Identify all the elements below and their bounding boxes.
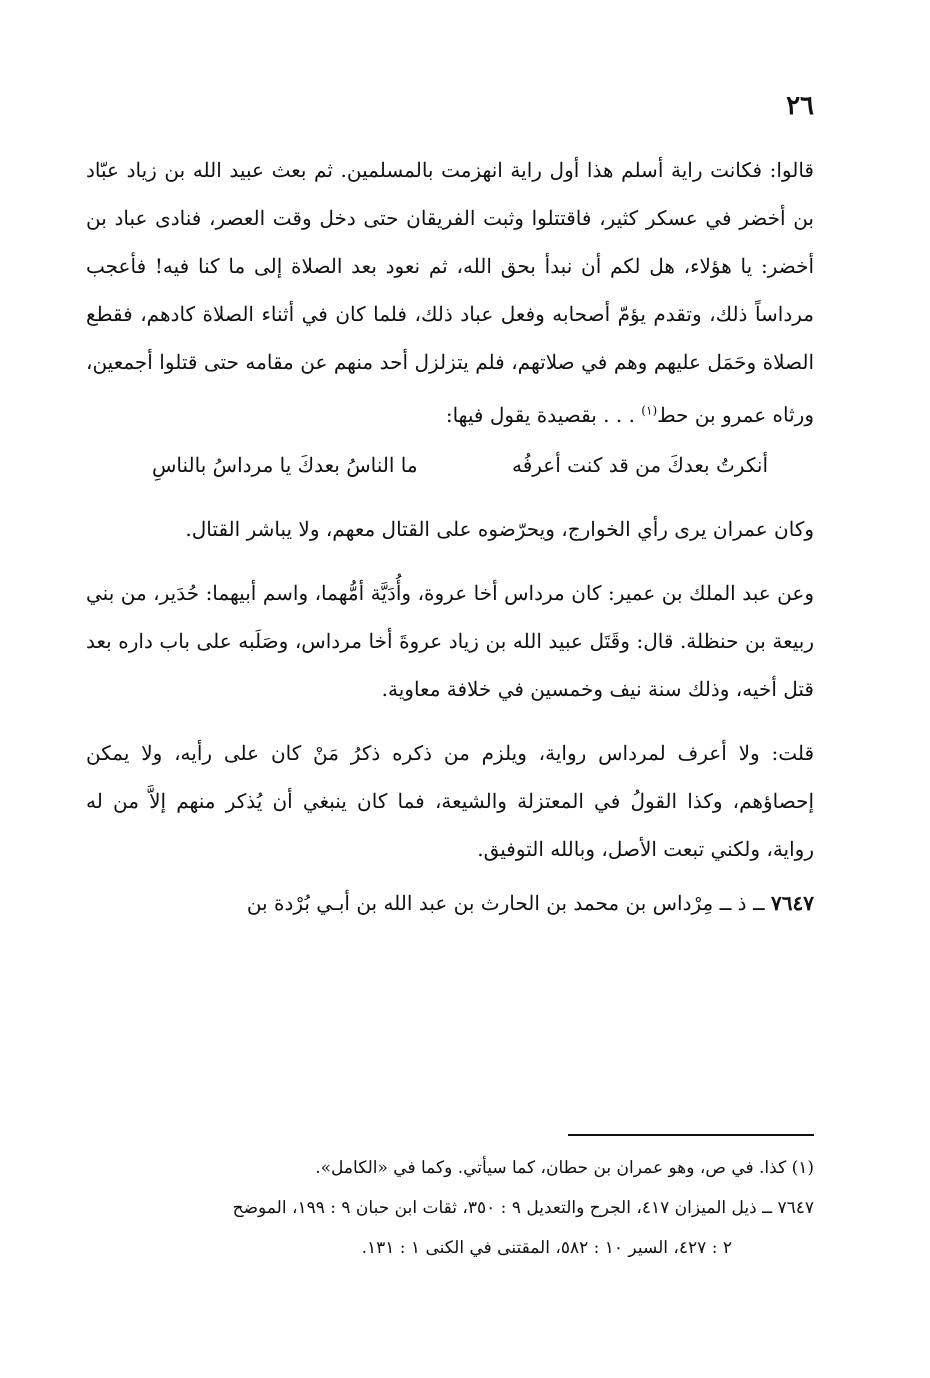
paragraph-1-line-7-start: عمرو بن حط [657, 402, 767, 427]
poem-verse [86, 441, 814, 489]
paragraph-2 [86, 505, 814, 553]
paragraph-4 [86, 729, 814, 873]
paragraph-1-line-7 [446, 403, 766, 427]
entry-number: ٧٦٤٧ [771, 890, 814, 915]
footnote-divider [568, 1134, 814, 1136]
entry-heading: ــ ذ ــ مِرْداس بن محمد بن الحارث بن عبد الله بن أبـي بُرْدة بن [246, 890, 765, 915]
paragraph-2-line-1: وكان عمران يرى رأي الخوارج، ويحرّضوه على القتال معهم، ولا يباشر [246, 516, 814, 541]
paragraph-2-line-2: القتال. [185, 516, 241, 541]
footnotes [86, 1148, 814, 1268]
biography-entry [86, 879, 814, 927]
footnote-7647-line-2: ٢ : ٤٢٧، السير ١٠ : ٥٨٢، المقتنى في الكنى ١ : ١٣١. [361, 1238, 732, 1258]
paragraph-3-line-2: أبيهما: حُدَير، من بني ربيعة بن حنظلة. قال: وقَتَل عبيد الله بن زياد عروةَ أخا [86, 580, 814, 653]
paragraph-1-line-1: قالوا: فكانت راية أسلم هذا أول راية انهزمت بالمسلمين. ثم بعث [271, 158, 814, 182]
footnote-7647-line-1: ٧٦٤٧ ــ ذيل الميزان ٤١٧، الجرح والتعديل ٩ : ٣٥٠، ثقات ابن حبان ٩ : ١٩٩، الموضح [232, 1198, 814, 1218]
verse-hemistich-first: أنكرتُ بعدكَ من قد كنت أعرفُه [511, 452, 768, 477]
paragraph-1-line-4: ثم نعود بعد الصلاة إلى ما كنا فيه! فأعجب مرداساً ذلك، وتقدم يؤمّ أصحابه [86, 254, 815, 326]
main-text [86, 146, 814, 927]
paragraph-1-line-6: وهم في صلاتهم، فلم يتزلزل أحد منهم عن مقامه حتى قتلوا أجمعين، ورثاه [86, 350, 814, 427]
paragraph-3-line-1: وعن عبد الملك بن عمير: كان مرداس أخا عروة، وأُدَيَّة أمُّهما، واسم [262, 580, 814, 605]
verse-hemistich-second: ما الناسُ بعدكَ يا مرداسُ بالناسِ [152, 452, 418, 477]
page-number: ٢٦ [786, 91, 814, 121]
paragraph-4-line-1: قلت: ولا أعرف لمرداس رواية، ويلزم من ذكره ذكرُ مَنْ كان [270, 740, 815, 765]
paragraph-3-line-3: مرداس، وصَلَبه على باب داره بعد قتل أخيه، وذلك سنة نيف وخمسين في [86, 628, 814, 701]
paragraph-3-line-4: خلافة معاوية. [381, 676, 492, 701]
paragraph-4-line-4: التوفيق. [477, 836, 544, 861]
paragraph-1-line-3: دخل وقت العصر، فنادى عباد بن أخضر: يا هؤلاء، هل لكم أن نبدأ بحق الله، [86, 206, 815, 278]
paragraph-4-line-3: فما كان ينبغي أن يُذكر منهم إلاَّ من له رواية، ولكني تبعت الأصل، وبالله [86, 788, 814, 861]
paragraph-1 [86, 146, 814, 439]
paragraph-3 [86, 569, 814, 713]
paragraph-1-line-7-end: . . . بقصيدة يقول فيها: [445, 402, 635, 427]
paragraph-1-line-2: عبيد الله بن زياد عبّاد بن أخضر في عسكر كثير، فاقتتلوا وثبت الفريقان حتى [86, 158, 814, 230]
paragraph-1-line-5: وفعل عباد ذلك، فلما كان في أثناء الصلاة كادهم، فقطع الصلاة وحَمَل عليهم [86, 302, 814, 374]
footnote-1: (١) كذا. في ص، وهو عمران بن حطان، كما سيأتي. وكما في «الكامل». [315, 1158, 814, 1178]
footnote-marker: (١) [641, 403, 658, 417]
paragraph-4-line-2: على رأيه، ولا يمكن إحصاؤهم، وكذا القولُ في المعتزلة والشيعة، [86, 740, 814, 813]
